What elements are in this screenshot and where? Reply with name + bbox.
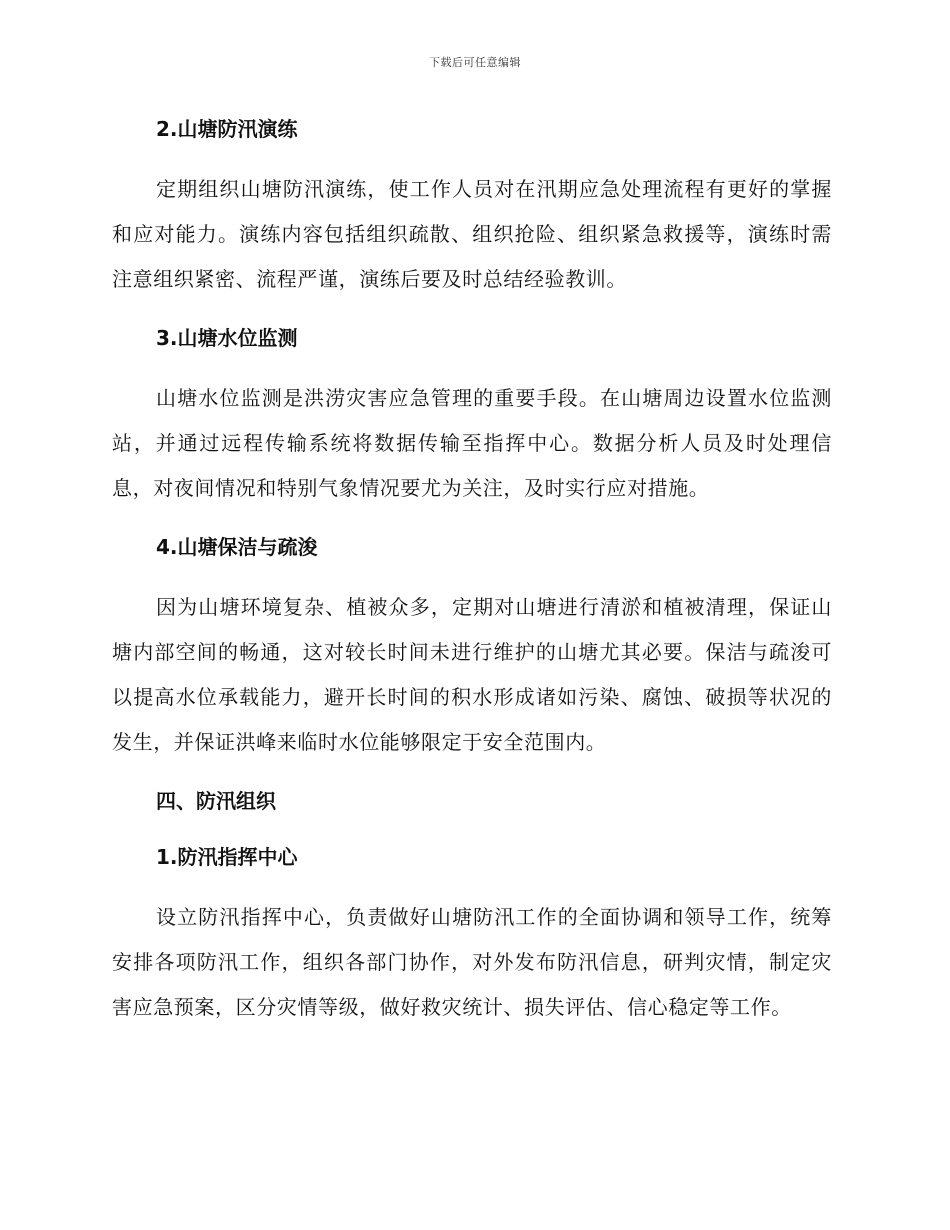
spacer	[112, 565, 832, 585]
section-heading: 3.山塘水位监测	[156, 326, 298, 350]
spacer	[112, 875, 832, 895]
spacer	[112, 147, 832, 167]
spacer	[112, 356, 832, 376]
section-heading: 2.山塘防汛演练	[156, 117, 298, 141]
header-note: 下载后可任意编辑	[429, 56, 521, 69]
section-heading: 4.山塘保洁与疏浚	[156, 535, 318, 559]
section-paragraph: 设立防汛指挥中心，负责做好山塘防汛工作的全面协调和领导工作，统筹安排各项防汛工作，组织各部门协作，对外发布防汛信息，研判灾情，制定灾害应急预案，区分灾情等级，做好救灾统计、损失评估、信心稳定等工作。	[112, 905, 832, 1019]
section-heading: 四、防汛组织	[156, 789, 276, 813]
section-paragraph: 因为山塘环境复杂、植被众多，定期对山塘进行清淤和植被清理，保证山塘内部空间的畅通，这对较长时间未进行维护的山塘尤其必要。保洁与疏浚可以提高水位承载能力，避开长时间的积水形成诸如污染、腐蚀、破损等状况的发生，并保证洪峰来临时水位能够限定于安全范围内。	[112, 595, 832, 754]
document-body	[112, 111, 832, 1030]
section-heading: 1.防汛指挥中心	[156, 845, 298, 869]
section-paragraph: 山塘水位监测是洪涝灾害应急管理的重要手段。在山塘周边设置水位监测站，并通过远程传输系统将数据传输至指挥中心。数据分析人员及时处理信息，对夜间情况和特别气象情况要尤为关注，及时实行应对措施。	[112, 386, 832, 500]
spacer	[112, 302, 832, 320]
spacer	[112, 819, 832, 839]
section-paragraph: 定期组织山塘防汛演练，使工作人员对在汛期应急处理流程有更好的掌握和应对能力。演练内容包括组织疏散、组织抢险、组织紧急救援等，演练时需注意组织紧密、流程严谨，演练后要及时总结经验教训。	[112, 177, 832, 291]
spacer	[112, 765, 832, 783]
spacer	[112, 511, 832, 529]
